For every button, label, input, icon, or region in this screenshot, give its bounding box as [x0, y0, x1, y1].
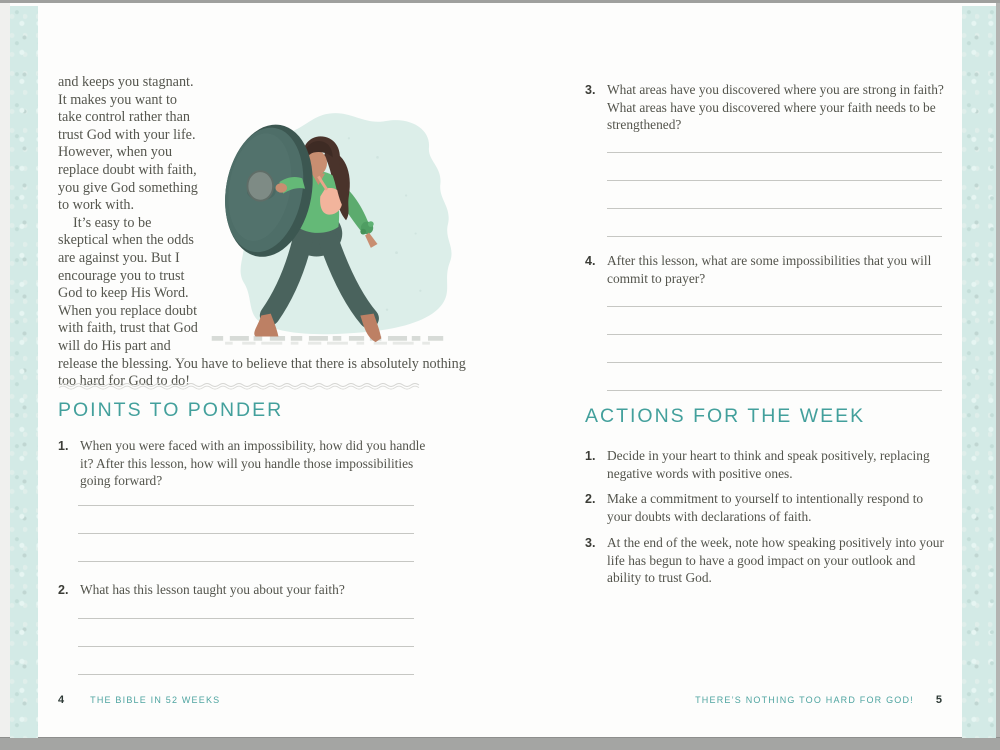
question-1-number: 1.	[58, 439, 69, 453]
action-2-number: 2.	[585, 492, 596, 507]
question-2-text: What has this lesson taught you about your faith?	[80, 582, 345, 597]
action-1-text: Decide in your heart to think and speak positively, replacing negative words with positive ones.	[607, 448, 930, 481]
question-1-text: When you were faced with an impossibility, how did you handle it? After this lesson, how will you handle those impossibilities going forward?	[80, 438, 426, 489]
answer-line	[607, 335, 942, 363]
scan-edge-left	[0, 3, 10, 738]
section-heading-actions-for-the-week: ACTIONS FOR THE WEEK	[585, 405, 866, 427]
answer-line	[78, 591, 414, 619]
question-2-number: 2.	[58, 583, 69, 597]
question-1-answer-lines	[78, 478, 414, 562]
shield-boss	[247, 171, 273, 201]
answer-line	[607, 181, 942, 209]
action-2-text: Make a commitment to yourself to intentionally respond to your doubts with declarations of faith.	[607, 491, 924, 525]
answer-line	[607, 209, 942, 237]
left-page-number: 4	[58, 694, 65, 706]
action-item-2	[585, 490, 947, 525]
wavy-divider	[58, 381, 420, 393]
shield-woman-illustration	[206, 100, 468, 350]
question-4-answer-lines	[607, 279, 942, 391]
answer-line	[607, 279, 942, 307]
answer-line	[607, 125, 942, 153]
cover-border-left	[10, 6, 38, 738]
answer-line	[78, 478, 414, 506]
scan-edge-right	[996, 3, 1000, 738]
question-4-text: After this lesson, what are some impossibilities that you will commit to prayer?	[607, 253, 932, 286]
left-page-footer	[58, 692, 220, 708]
ground-shadow	[212, 338, 446, 343]
section-heading-points-to-ponder: POINTS TO PONDER	[58, 399, 284, 421]
scan-edge-bottom	[0, 737, 1000, 750]
action-3-text: At the end of the week, note how speaking positively into your life has begun to have a good impact on your outlook and ability to trust God.	[607, 534, 944, 586]
answer-line	[78, 647, 414, 675]
intro-paragraph-1: and keeps you stagnant. It makes you want to take control rather than trust God with your life. However, when you replace doubt with faith, you give God something to work with.	[58, 74, 198, 214]
action-1-number: 1.	[585, 449, 596, 463]
action-3-number: 3.	[585, 535, 596, 550]
action-item-1	[585, 447, 947, 482]
answer-line	[607, 307, 942, 335]
cover-border-right	[962, 6, 996, 738]
shield-woman-illustration-svg	[206, 100, 468, 350]
question-3-answer-lines	[607, 125, 942, 237]
front-hand	[276, 183, 287, 193]
action-item-3	[585, 534, 947, 587]
answer-line	[78, 506, 414, 534]
actions-list	[585, 447, 947, 595]
scan-edge-top	[0, 0, 1000, 3]
chapter-title: THERE’S NOTHING TOO HARD FOR GOD!	[695, 695, 914, 705]
intro-text-block	[58, 74, 468, 391]
answer-line	[607, 363, 942, 391]
intro-paragraph-2: It’s easy to be skeptical when the odds are against you. But I encourage you to trust God to keep His Word. When you replace doubt with faith, trust that God will do His part and release the blessing. You have to believe that there is absolutely nothing too hard for God to do!	[58, 214, 466, 390]
question-3-number: 3.	[585, 83, 596, 97]
book-title: THE BIBLE IN 52 WEEKS	[90, 695, 221, 705]
answer-line	[607, 153, 942, 181]
question-4-number: 4.	[585, 254, 596, 268]
right-page-number: 5	[935, 694, 942, 706]
answer-line	[78, 534, 414, 562]
question-3-text: What areas have you discovered where you are strong in faith? What areas have you discovered where your faith needs to be strengthened?	[607, 82, 944, 133]
right-page-footer	[695, 692, 942, 708]
question-2-answer-lines	[78, 591, 414, 675]
answer-line	[78, 619, 414, 647]
